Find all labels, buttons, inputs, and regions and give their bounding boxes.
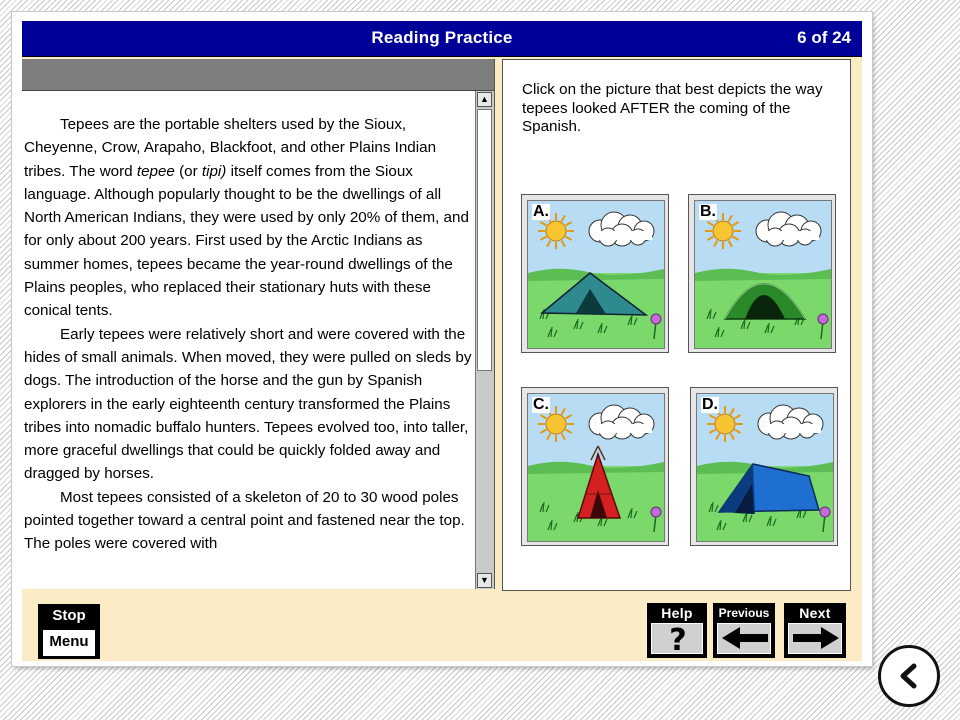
scene-group xyxy=(528,201,664,348)
stop-label: Stop xyxy=(52,607,86,624)
question-mark-icon xyxy=(652,624,704,653)
help-label: Help xyxy=(661,605,693,621)
previous-label: Previous xyxy=(718,606,770,620)
menu-label: Menu xyxy=(49,633,89,650)
text-run: (or xyxy=(174,162,202,180)
italic-term: tepee xyxy=(136,162,175,180)
page-indicator: 6 of 24 xyxy=(797,28,851,47)
reading-paragraph xyxy=(24,113,472,323)
choice-a[interactable] xyxy=(521,194,669,353)
choice-c[interactable] xyxy=(521,387,669,546)
question-pane xyxy=(502,59,851,591)
reading-scrollbar[interactable] xyxy=(475,91,494,589)
scene-group xyxy=(697,394,833,541)
choice-b-letter: B. xyxy=(700,203,716,220)
reading-paragraph xyxy=(24,486,472,556)
scroll-thumb[interactable] xyxy=(477,109,492,371)
choice-d[interactable] xyxy=(690,387,838,546)
scene-group xyxy=(695,201,831,348)
scroll-up-arrow[interactable]: ▲ xyxy=(477,92,492,107)
choice-c-letter: C. xyxy=(533,396,549,413)
choice-c-picture xyxy=(527,393,665,542)
choice-b[interactable] xyxy=(688,194,836,353)
back-button[interactable] xyxy=(878,645,940,707)
previous-button[interactable] xyxy=(713,603,775,658)
stop-menu-button[interactable] xyxy=(38,604,100,659)
arrow-right-icon xyxy=(789,624,843,653)
next-button[interactable] xyxy=(784,603,846,658)
reading-text xyxy=(24,113,472,556)
choice-c-scene xyxy=(528,394,664,541)
lesson-screen xyxy=(22,21,862,661)
choice-d-letter: D. xyxy=(702,396,718,413)
choice-a-picture xyxy=(527,200,665,349)
menu-label-box xyxy=(42,629,96,657)
next-face xyxy=(788,623,842,654)
choice-b-picture xyxy=(694,200,832,349)
page-title: Reading Practice xyxy=(371,28,513,47)
choice-a-scene xyxy=(528,201,664,348)
previous-face xyxy=(717,623,771,654)
reading-paragraph xyxy=(24,323,472,486)
text-run: Most tepees consisted of a skeleton of 20 to 30 wood poles pointed together toward a central point and fastened near the top. The poles were covered with xyxy=(24,488,465,553)
app-window xyxy=(12,12,872,666)
choice-d-scene xyxy=(697,394,833,541)
choice-a-letter: A. xyxy=(533,203,549,220)
question-prompt: Click on the picture that best depicts the way tepees looked AFTER the coming of the Spanish. xyxy=(522,81,823,135)
next-label: Next xyxy=(799,605,831,621)
arrow-left-icon xyxy=(718,624,772,653)
title-bar xyxy=(22,21,862,57)
reading-pane xyxy=(22,59,495,589)
choice-b-scene xyxy=(695,201,831,348)
help-face xyxy=(651,623,703,654)
chevron-left-icon xyxy=(881,648,937,704)
text-run: Tepees are the portable shelters used by the Sioux, Cheyenne, Crow, Arapaho, Blackfoot, and other Plains Indian tribes. The word xyxy=(24,116,437,180)
help-button[interactable] xyxy=(647,603,707,658)
reading-text-area[interactable] xyxy=(22,91,475,589)
text-run: Early tepees were relatively short and were covered with the hides of small animals. When moved, they were pulled on sleds by dogs. The introduction of the horse and the gun by Spanish explorers in the early eighteenth century transformed the Plains tribes into nomadic buffalo hunters. Tepees evolved too, into taller, more graceful dwellings that could be quickly folded away and dragged by horses. xyxy=(24,325,472,483)
scroll-down-arrow[interactable]: ▼ xyxy=(477,573,492,588)
choice-d-picture xyxy=(696,393,834,542)
scene-group xyxy=(528,394,664,541)
reading-pane-header xyxy=(22,59,494,91)
svg-text:?: ? xyxy=(669,624,687,653)
text-run: itself comes from the Sioux language. Although popularly thought to be the dwellings of all North American Indians, they were used by only 20% of them, and for only about 200 years. First used by the Arctic Indians as summer homes, tepees became the year-round dwellings of the Plains peoples, who replaced their stationary huts with these conical tents. xyxy=(24,162,469,320)
italic-term: tipi) xyxy=(201,162,227,180)
